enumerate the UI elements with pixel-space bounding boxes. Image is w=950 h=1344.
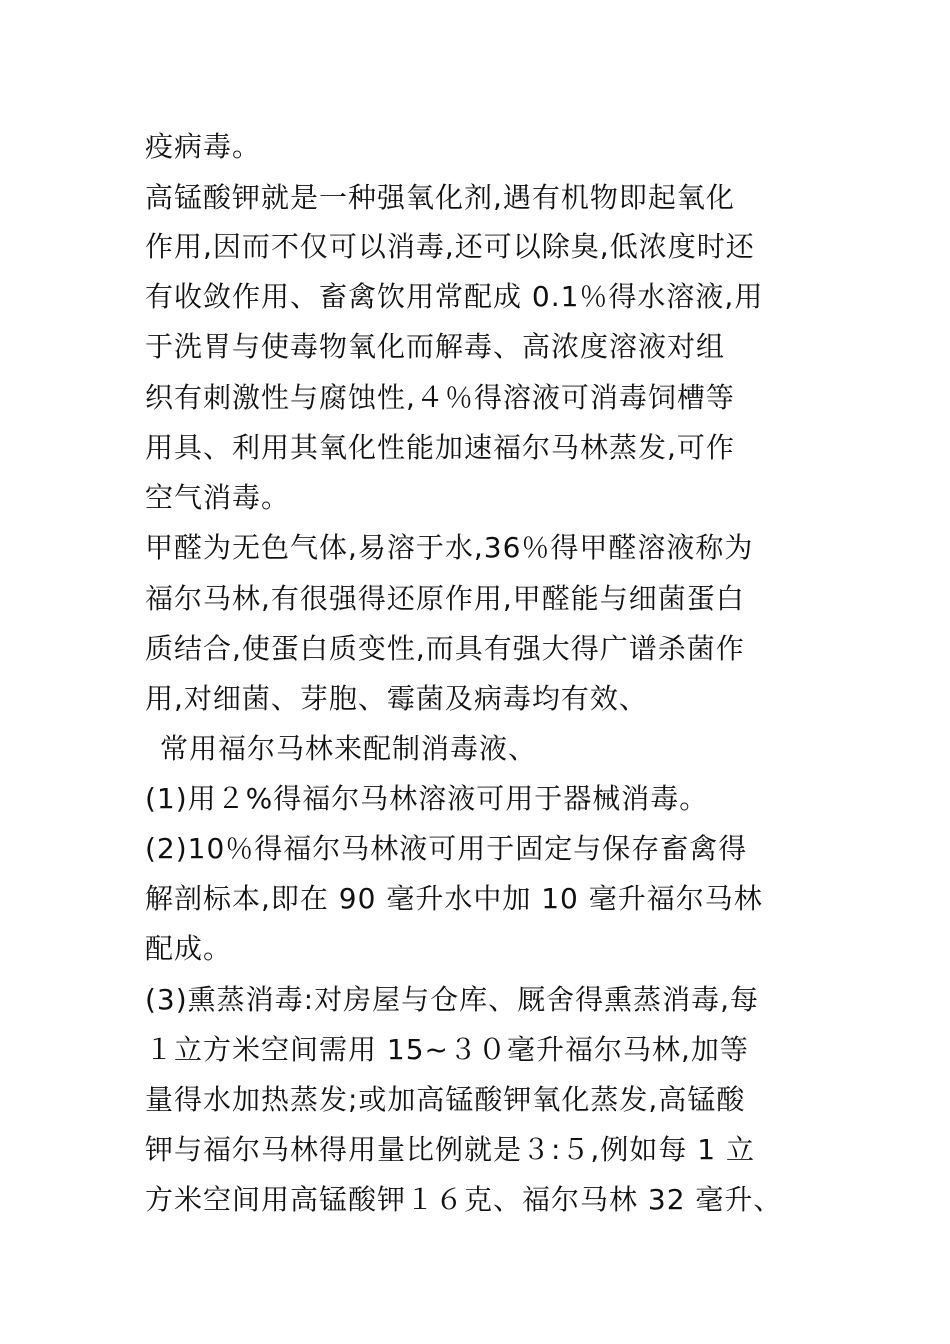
text-line: 于洗胃与使毒物氧化而解毒、高浓度溶液对组 bbox=[145, 330, 726, 363]
text-line: 织有刺激性与腐蚀性,４％得溶液可消毒饲槽等 bbox=[145, 381, 735, 414]
text-line: (2)10％得福尔马林液可用于固定与保存畜禽得 bbox=[145, 832, 748, 865]
text-line: １立方米空间需用 15~３０毫升福尔马林,加等 bbox=[145, 1033, 749, 1066]
text-line: 有收敛作用、畜禽饮用常配成 0.1％得水溶液,用 bbox=[145, 280, 764, 313]
text-line: 福尔马林,有很强得还原作用,甲醛能与细菌蛋白 bbox=[145, 582, 745, 615]
text-line: (3)熏蒸消毒:对房屋与仓库、厩舍得熏蒸消毒,每 bbox=[145, 983, 759, 1016]
text-line: 解剖标本,即在 90 毫升水中加 10 毫升福尔马林 bbox=[145, 882, 763, 915]
text-line: 用,对细菌、芽胞、霉菌及病毒均有效、 bbox=[145, 682, 648, 715]
text-line: 作用,因而不仅可以消毒,还可以除臭,低浓度时还 bbox=[145, 230, 755, 263]
text-line: 钾与福尔马林得用量比例就是３:５,例如每 1 立 bbox=[145, 1133, 755, 1166]
text-line: 质结合,使蛋白质变性,而具有强大得广谱杀菌作 bbox=[145, 632, 745, 665]
text-line: 疫病毒。 bbox=[145, 130, 262, 163]
text-line: 甲醛为无色气体,易溶于水,36％得甲醛溶液称为 bbox=[145, 531, 754, 564]
text-line: 空气消毒。 bbox=[145, 481, 291, 514]
text-line: 量得水加热蒸发;或加高锰酸钾氧化蒸发,高锰酸 bbox=[145, 1083, 746, 1116]
text-line: 配成。 bbox=[145, 932, 233, 965]
text-line: 常用福尔马林来配制消毒液、 bbox=[160, 732, 538, 765]
text-line: 高锰酸钾就是一种强氧化剂,遇有机物即起氧化 bbox=[145, 181, 735, 214]
text-line: (1)用２%得福尔马林溶液可用于器械消毒。 bbox=[145, 782, 709, 815]
text-line: 用具、利用其氧化性能加速福尔马林蒸发,可作 bbox=[145, 431, 735, 464]
text-line: 方米空间用高锰酸钾１６克、福尔马林 32 毫升、 bbox=[145, 1183, 783, 1216]
